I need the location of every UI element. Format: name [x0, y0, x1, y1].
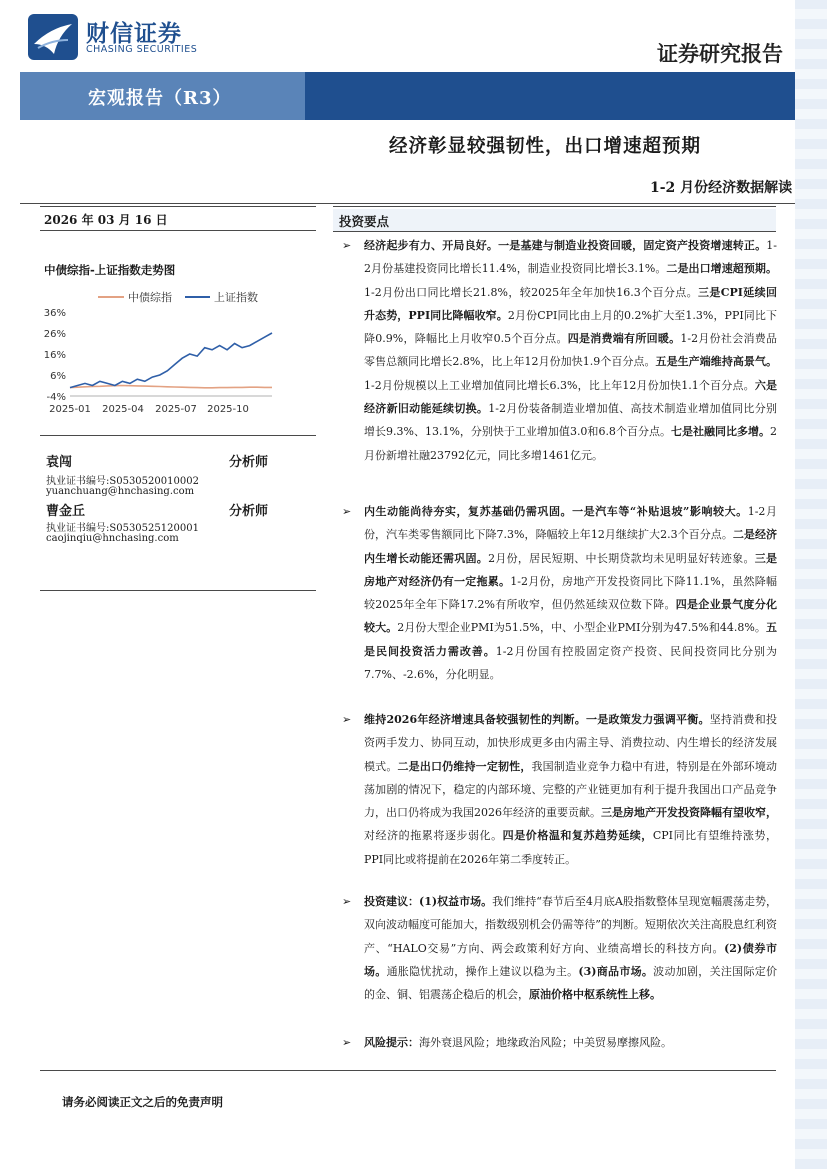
bullet-arrow-icon: ➢	[342, 895, 352, 908]
analyst-divider	[40, 590, 316, 591]
key-point-text	[342, 890, 777, 1006]
key-point-emphasis: 投资建议：(1)权益市场。	[364, 895, 493, 908]
key-point-emphasis: (3)商品市场。	[578, 964, 654, 978]
key-point-text	[342, 234, 777, 467]
key-point-detail: 1-2月份装备制造业增加值、高技术制造业增加值同比分别增长9.3%、13.1%，分别快于工业增加值3.0和6.8个百分点。	[364, 402, 777, 439]
key-point-emphasis: 维持2026年经济增速具备较强韧性的判断。一是政策发力强调平衡。	[364, 713, 710, 726]
key-point-emphasis: 七是社融同比多增。	[670, 425, 770, 439]
key-point-detail: 1-2月份，汽车类零售额同比下降7.3%，降幅较上年12月继续扩大2.3个百分点。	[364, 505, 777, 542]
right-top-rule	[333, 206, 776, 207]
header-divider	[20, 203, 795, 204]
analyst-1-role: 分析师	[229, 455, 269, 470]
key-point-detail: 1-2月份出口同比增长21.8%，较2025年全年加快16.3个百分点。	[364, 285, 698, 299]
x-tick-label: 2025-07	[155, 404, 197, 415]
key-point-4	[342, 890, 777, 1006]
date-divider	[40, 230, 316, 231]
legend-label-bond: 中债综指	[128, 291, 172, 304]
legend-label-sse: 上证指数	[214, 291, 258, 304]
key-point-detail: 我们维持“春节后至4月底A股指数整体呈现宽幅震荡走势，双向波动幅度可能加大，指数级别机会仍需等待”的判断。短期依次关注高股息红利资产、“HALO交易”方向、两会政策利好方向、业绩高增长的科技方向。	[364, 895, 777, 955]
section-heading: 投资要点	[339, 214, 390, 229]
key-point-emphasis: 风险提示：	[364, 1036, 419, 1049]
key-point-text	[342, 500, 777, 686]
y-tick-label: 26%	[43, 329, 66, 340]
key-point-text	[342, 1031, 777, 1054]
x-tick-label: 2025-04	[102, 404, 144, 415]
report-title: 经济彰显较强韧性，出口增速超预期	[389, 136, 702, 157]
key-point-detail: CPI同比有望维持涨势，PPI同比或将提前在2026年第二季度转正。	[364, 829, 778, 866]
report-date: 2026 年 03 月 16 日	[44, 213, 168, 227]
key-point-emphasis: 内生动能尚待夯实，复苏基础仍需巩固。一是汽车等“补贴退坡”影响较大。	[364, 505, 748, 518]
series-line-sse-index	[70, 333, 272, 388]
bullet-arrow-icon: ➢	[342, 239, 352, 252]
key-point-2	[342, 500, 777, 686]
decorative-side-strip	[795, 0, 827, 1169]
key-point-emphasis: 四是消费端有所回暖。	[567, 332, 681, 346]
key-point-emphasis: 二是经济内生增长动能还需巩固。	[364, 528, 777, 565]
key-point-emphasis: 经济起步有力、开局良好。一是基建与制造业投资回暖，固定资产投资增速转正。	[364, 239, 767, 252]
chart-divider	[40, 435, 316, 436]
key-point-emphasis: 四是价格温和复苏趋势延续，	[502, 829, 653, 843]
report-subtitle: 1-2 月份经济数据解读	[650, 180, 793, 196]
footer-divider	[40, 1070, 776, 1071]
analyst-1-name: 袁闯	[46, 455, 73, 470]
series-line-bond-index	[70, 386, 272, 388]
key-point-emphasis: 六是经济新旧动能延续切换。	[364, 378, 778, 416]
analyst-2-name: 曹金丘	[46, 504, 86, 519]
analyst-2-cert: 执业证书编号:S0530525120001	[46, 523, 199, 534]
analyst-2-role: 分析师	[229, 504, 269, 519]
key-point-detail: 1-2月份规模以上工业增加值同比增长6.3%，比上年12月份加快1.1个百分点。	[364, 378, 755, 392]
index-trend-chart	[30, 284, 280, 424]
y-tick-label: -4%	[46, 392, 66, 403]
bullet-arrow-icon: ➢	[342, 1036, 352, 1049]
x-tick-label: 2025-10	[207, 404, 249, 415]
key-point-detail: 我国制造业竞争力稳中有进，特别是在外部环境动荡加剧的情况下，稳定的内部环境、完整的产业链更加有利于提升我国出口产品竞争力，出口仍将成为我国2026年经济的重要贡献。	[364, 759, 777, 820]
y-tick-label: 6%	[50, 371, 66, 382]
report-category-banner: 宏观报告（R3）	[88, 88, 232, 109]
bullet-arrow-icon: ➢	[342, 505, 352, 518]
key-point-detail: 波动加剧，关注国际定价的金、铜、铝震荡企稳后的机会，	[364, 964, 778, 1002]
key-point-detail: 1-2月份国有控股固定资产投资、民间投资同比分别为7.7%、-2.6%，分化明显。	[364, 644, 777, 682]
key-point-text	[342, 708, 777, 871]
key-point-emphasis: 三是房地产开发投资降幅有望收窄，	[601, 806, 777, 820]
key-point-detail: 2月份大型企业PMI为51.5%，中、小型企业PMI分别为47.5%和44.8%。	[397, 621, 766, 635]
section-heading-background	[333, 209, 776, 231]
key-point-emphasis: 五是生产端维持高景气。	[655, 355, 778, 369]
key-point-detail: 1-2月份，房地产开发投资同比下降11.1%，虽然降幅较2025年全年下降17.2%有所收窄，但仍然延续双位数下降。	[364, 574, 777, 612]
key-point-detail: 通胀隐忧扰动，操作上建议以稳为主。	[386, 964, 579, 978]
company-name-english: CHASING SECURITIES	[86, 44, 198, 55]
key-point-emphasis: 二是出口增速超预期。	[666, 262, 777, 276]
key-point-1	[342, 234, 777, 467]
key-point-emphasis: 四是企业景气度分化较大。	[364, 598, 777, 635]
key-point-emphasis: 三是CPI延续回升态势，PPI同比降幅收窄。	[364, 285, 777, 322]
key-point-3	[342, 708, 777, 871]
analyst-1-email[interactable]: yuanchuang@hnchasing.com	[46, 486, 195, 497]
chart-legend	[98, 290, 258, 304]
company-name: 财信证券	[86, 21, 182, 47]
key-point-detail: 对经济的拖累将逐步弱化。	[364, 829, 503, 843]
key-point-detail: 海外衰退风险；地缘政治风险；中美贸易摩擦风险。	[419, 1036, 672, 1049]
bullet-arrow-icon: ➢	[342, 713, 352, 726]
key-point-detail: 1-2月份社会消费品零售总额同比增长2.8%，比上年12月份加快1.9个百分点。	[364, 332, 777, 369]
key-point-emphasis: (2)债券市场。	[364, 941, 777, 978]
left-top-rule	[40, 206, 316, 207]
key-point-emphasis: 二是出口仍维持一定韧性，	[397, 759, 532, 773]
y-tick-label: 36%	[43, 308, 66, 319]
analyst-1-cert: 执业证书编号:S0530520010002	[46, 476, 199, 487]
x-tick-label: 2025-01	[49, 404, 91, 415]
key-point-detail: 2月份，居民短期、中长期贷款均未见明显好转迹象。	[488, 551, 755, 565]
chart-title: 中债综指-上证指数走势图	[44, 263, 176, 277]
y-tick-label: 16%	[43, 350, 66, 361]
key-point-emphasis: 三是房地产对经济仍有一定拖累。	[364, 551, 778, 588]
section-heading-divider	[333, 231, 776, 232]
key-point-emphasis: 原油价格中枢系统性上移。	[529, 988, 661, 1002]
key-point-detail: 2月份CPI同比由上月的0.2%扩大至1.3%，PPI同比下降0.9%，降幅比上月收窄0.5个百分点。	[364, 308, 777, 346]
key-point-detail: 1-2月份基建投资同比增长11.4%，制造业投资同比增长3.1%。	[364, 239, 777, 276]
disclaimer-notice: 请务必阅读正文之后的免责声明	[62, 1095, 223, 1109]
company-logo-icon	[28, 14, 78, 60]
analyst-2-email[interactable]: caojinqiu@hnchasing.com	[46, 533, 179, 544]
key-point-detail: 坚持消费和投资两手发力、协同互动，加快形成更多由内需主导、消费拉动、内生增长的经济发展模式。	[364, 713, 777, 773]
report-type-label: 证券研究报告	[657, 41, 783, 66]
key-point-5	[342, 1031, 777, 1054]
banner-right-block	[305, 72, 795, 120]
key-point-emphasis: 五是民间投资活力需改善。	[364, 621, 777, 658]
key-point-detail: 2月份新增社融23792亿元，同比多增1461亿元。	[364, 425, 777, 462]
